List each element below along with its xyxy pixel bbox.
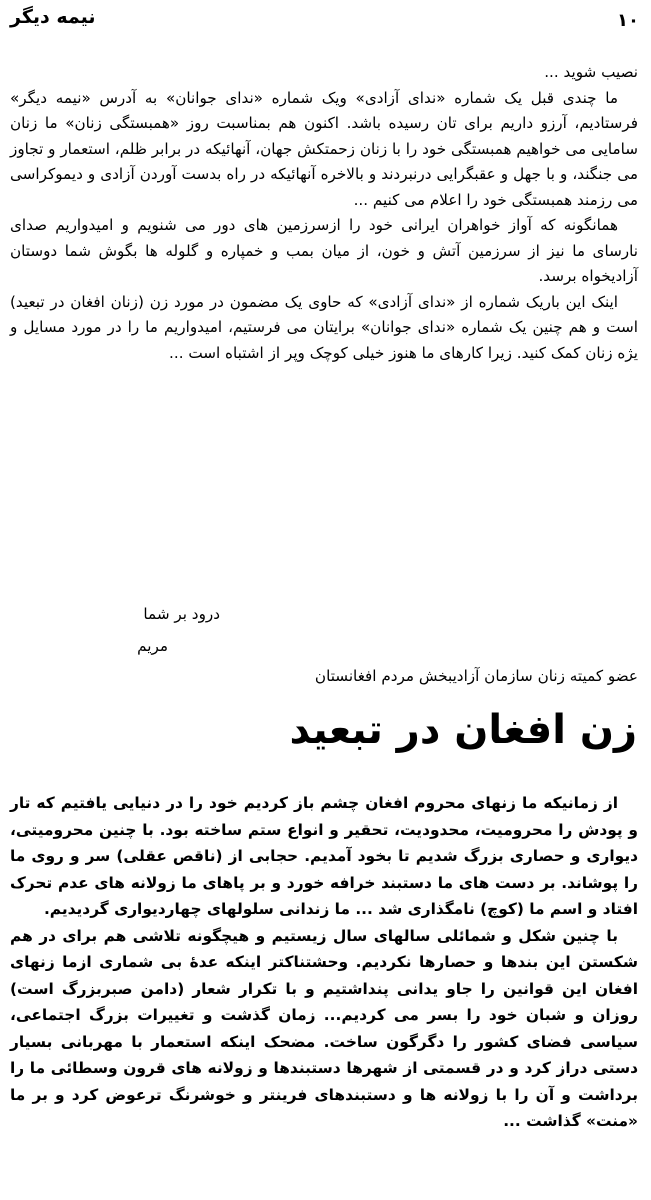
signature-block: [10, 600, 638, 690]
letter-opening: نصیب شوید ...: [544, 63, 638, 81]
letter-paragraph: اینک این باریک شماره از «ندای آزادی» که حاوی یک مضمون در مورد زن (زنان افغان در تبعید) است و هم چنین یک شماره «ندای جوانان» برایتان می فرستیم، امیدواریم ما را در مورد مسایل و یژه زنان کمک کنید. زیرا کارهای ما هنوز خیلی کوچک وپر از اشتباه است ...: [10, 292, 638, 362]
article-title: زن افغان در تبعید: [289, 707, 637, 753]
signature-organization: عضو کمیته زنان سازمان آزادیبخش مردم افغانستان: [314, 667, 638, 685]
page-number: ١٠: [617, 10, 639, 31]
signature-name: مریم: [137, 637, 168, 655]
article-body: [10, 790, 638, 1135]
letter-closing: درود بر شما: [143, 605, 220, 623]
article-paragraph: از زمانیکه ما زنهای محروم افغان چشم باز کردیم خود را در دنیایی یافتیم که تار و پودش را محرومیت، محدودیت، تحقیر و انواع ستم ساخته بود. با چنین محرومیتی، دیواری و حصاری بزرگ شدیم تا بخود آمدیم. حجابی از (ناقص عقلی) سر و روی ما را پوشاند. بر دست های ما دستبند خرافه خورد و بر پاهای ما زولانه های عدم تحرک افتاد و اسم ما (کوچ) نامگذاری شد ... ما زندانی سلولهای چهاردیواری گردیدیم.: [10, 794, 638, 918]
article-paragraph: با چنین شکل و شمائلی سالهای سال زیستیم و هیچگونه تلاشی هم برای در هم شکستن این بندها و حصارها نکردیم. وحشتناکتر اینکه عدهٔ بی شماری ازما زنهای افغان این قوانین را جاو یدانی پنداشتیم و با تکرار شعار (دامن صبربزرگ است) روزان و شبان خود را بسر می کردیم... زمان گذشت و تغییرات بزرگ اجتماعی، سیاسی فضای کشور را دگرگون ساخت. مضحک اینکه استعمار با مهربانی بسیار دستی دراز کرد و در قسمتی از شهرها دستبندها و زولانه های قرون وسطائی ما را برداشت و آن را با زولانه ها و دستبندهای فرینتر و خوشرنگ ترعوض کرد و بر ما «منت» گذاشت ...: [10, 926, 638, 1130]
page-header: [0, 6, 651, 36]
running-title: نیمه دیگر: [10, 6, 96, 28]
letter-body: [10, 60, 638, 366]
letter-paragraph: ما چندی قبل یک شماره «ندای آزادی» ویک شماره «ندای جوانان» به آدرس «نیمه دیگر» فرستادیم، آرزو داریم برای تان رسیده باشد. اکنون هم بمناسبت روز «همبستگی زنان» ما زنان سامایی می خواهیم همبستگی خود را با زنان زحمتکش جهان، آنهائیکه در برابر ظلم، استعمار و تجاوز می جنگند، و با جهل و عقبگرایی درنبردند و بالاخره آنهائیکه در راه بدست آوردن آزادی و دیموکراسی می رزمند همبستگی خود را اعلام می کنیم ...: [10, 88, 638, 209]
letter-paragraph: همانگونه که آواز خواهران ایرانی خود را ازسرزمین های دور می شنویم و امیدواریم صدای نارسای ما نیز از سرزمین آتش و خون، از میان بمب و خمپاره و گلوله ها بگوش شما دوستان آزادیخواه برسد.: [10, 216, 638, 285]
